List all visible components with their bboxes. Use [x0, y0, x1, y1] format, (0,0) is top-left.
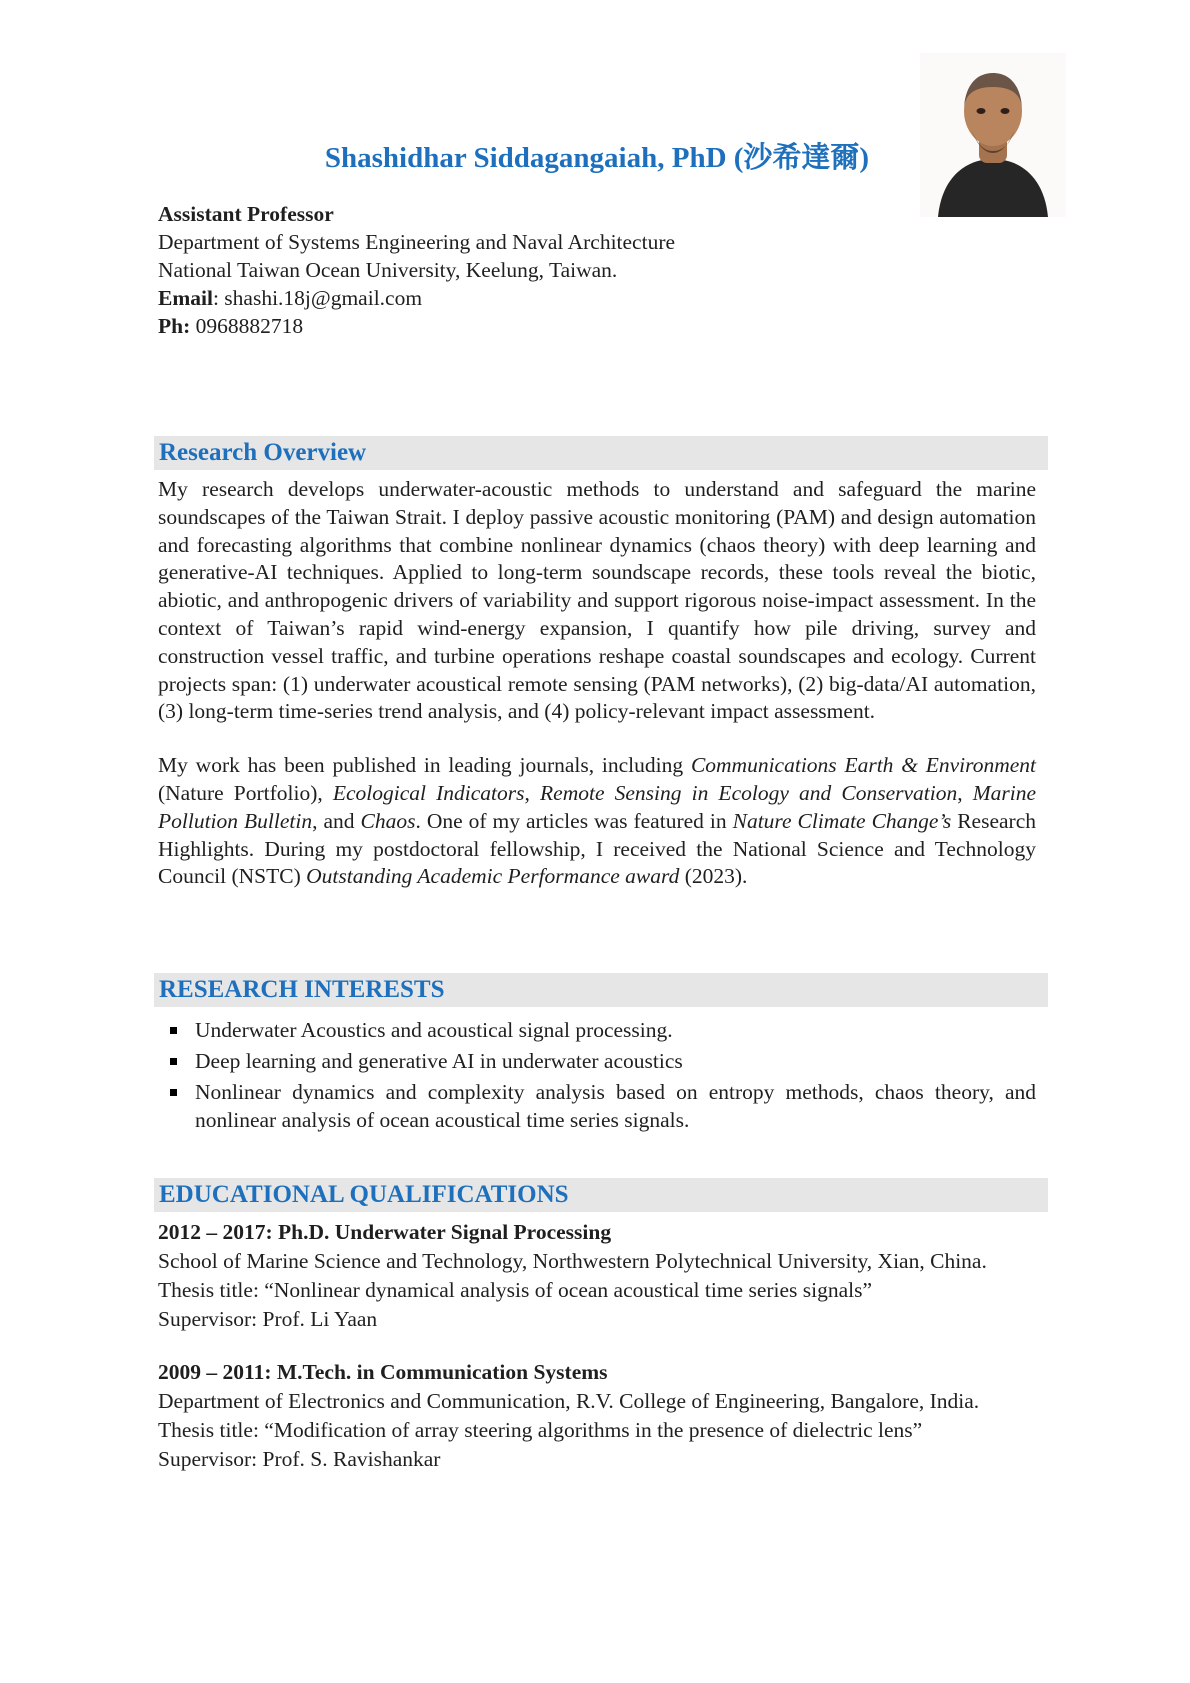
text-run: , and: [312, 808, 361, 833]
square-bullet-icon: [170, 1027, 177, 1034]
education-institution: Department of Electronics and Communication, R.V. College of Engineering, Bangalore, India.: [158, 1389, 980, 1414]
education-thesis-title: Thesis title: “Modification of array steering algorithms in the presence of dielectric lens”: [158, 1418, 923, 1443]
research-interest-text: Nonlinear dynamics and complexity analysis based on entropy methods, chaos theory, and nonlinear analysis of ocean acoustical time series signals.: [195, 1079, 1036, 1132]
text-run: ,: [524, 780, 541, 805]
italic-text-run: Chaos: [360, 808, 416, 833]
italic-text-run: Communications Earth & Environment: [690, 753, 1037, 778]
research-interests-list: [158, 1017, 1036, 1134]
contact-phone-row: [158, 312, 1036, 340]
section-bar-educational-qualifications: [154, 1178, 1048, 1212]
education-supervisor: Supervisor: Prof. S. Ravishankar: [158, 1447, 441, 1472]
italic-text-run: Marine Pollution Bulletin: [158, 780, 1037, 833]
text-run: . One of my articles was featured in: [415, 808, 733, 833]
italic-text-run: Remote Sensing in Ecology and Conservation: [540, 780, 958, 805]
education-entries: [158, 1218, 1036, 1474]
research-interest-item: [158, 1017, 1036, 1045]
phone-value: 0968882718: [190, 314, 304, 338]
text-run: (Nature Portfolio),: [158, 780, 333, 805]
profile-photo-image: [920, 53, 1066, 217]
profile-photo: [920, 53, 1066, 217]
phone-label: Ph:: [158, 314, 191, 338]
research-interest-item: [158, 1048, 1036, 1076]
education-thesis-title: Thesis title: “Nonlinear dynamical analysis of ocean acoustical time series signals”: [158, 1278, 873, 1303]
text-run: ,: [957, 780, 973, 805]
research-interest-text: Deep learning and generative AI in underwater acoustics: [195, 1048, 683, 1073]
square-bullet-icon: [170, 1058, 177, 1065]
text-run: My work has been published in leading journals, including: [158, 753, 691, 778]
contact-position: Assistant Professor: [158, 202, 334, 226]
text-run: (2023).: [679, 864, 748, 889]
contact-department: Department of Systems Engineering and Naval Architecture: [158, 230, 676, 254]
education-entry: [158, 1218, 1036, 1334]
cv-content-column: [158, 0, 1036, 1474]
education-entry: [158, 1358, 1036, 1474]
page-title: Shashidhar Siddagangaiah, PhD (沙希達爾): [324, 142, 870, 174]
email-label: Email: [158, 286, 213, 310]
square-bullet-icon: [170, 1089, 177, 1096]
education-entry-title: 2012 – 2017: Ph.D. Underwater Signal Processing: [158, 1220, 612, 1245]
education-institution: School of Marine Science and Technology, Northwestern Polytechnical University, Xian, China.: [158, 1249, 987, 1274]
publications-paragraph: [158, 752, 1036, 891]
contact-email-row: [158, 284, 1036, 312]
section-bar-research-overview: [154, 436, 1048, 470]
research-interest-text: Underwater Acoustics and acoustical signal processing.: [195, 1018, 673, 1043]
italic-text-run: Outstanding Academic Performance award: [306, 864, 680, 889]
research-interest-item: [158, 1079, 1036, 1135]
section-header-research-interests: RESEARCH INTERESTS: [159, 976, 445, 1004]
text-run: Research Highlights. During my postdoctoral fellowship, I received the National Science and Technology Council (NSTC): [158, 808, 1037, 889]
email-value: : shashi.18j@gmail.com: [212, 286, 423, 310]
contact-university: National Taiwan Ocean University, Keelung, Taiwan.: [158, 258, 618, 282]
section-header-educational-qualifications: EDUCATIONAL QUALIFICATIONS: [159, 1181, 569, 1209]
italic-text-run: Ecological Indicators: [332, 780, 525, 805]
research-overview-paragraph: My research develops underwater-acoustic methods to understand and safeguard the marine soundscapes of the Taiwan Strait. I deploy passive acoustic monitoring (PAM) and design automation and forecasting algorithms that combine nonlinear dynamics (chaos theory) with deep learning and generative-AI techniques. Applied to long-term soundscape records, these tools reveal the biotic, abiotic, and anthropogenic drivers of variability and support rigorous noise-impact assessment. In the context of Taiwan’s rapid wind-energy expansion, I quantify how pile driving, survey and construction vessel traffic, and turbine operations reshape coastal soundscapes and ecology. Current projects span: (1) underwater acoustical remote sensing (PAM networks), (2) big-data/AI automation, (3) long-term time-series trend analysis, and (4) policy-relevant impact assessment.: [158, 477, 1036, 724]
education-supervisor: Supervisor: Prof. Li Yaan: [158, 1307, 378, 1332]
italic-text-run: Nature Climate Change’s: [732, 808, 952, 833]
contact-block: [158, 200, 1036, 340]
section-bar-research-interests: [154, 973, 1048, 1007]
section-header-research-overview: Research Overview: [159, 439, 367, 466]
education-entry-title: 2009 – 2011: M.Tech. in Communication Systems: [158, 1360, 608, 1385]
